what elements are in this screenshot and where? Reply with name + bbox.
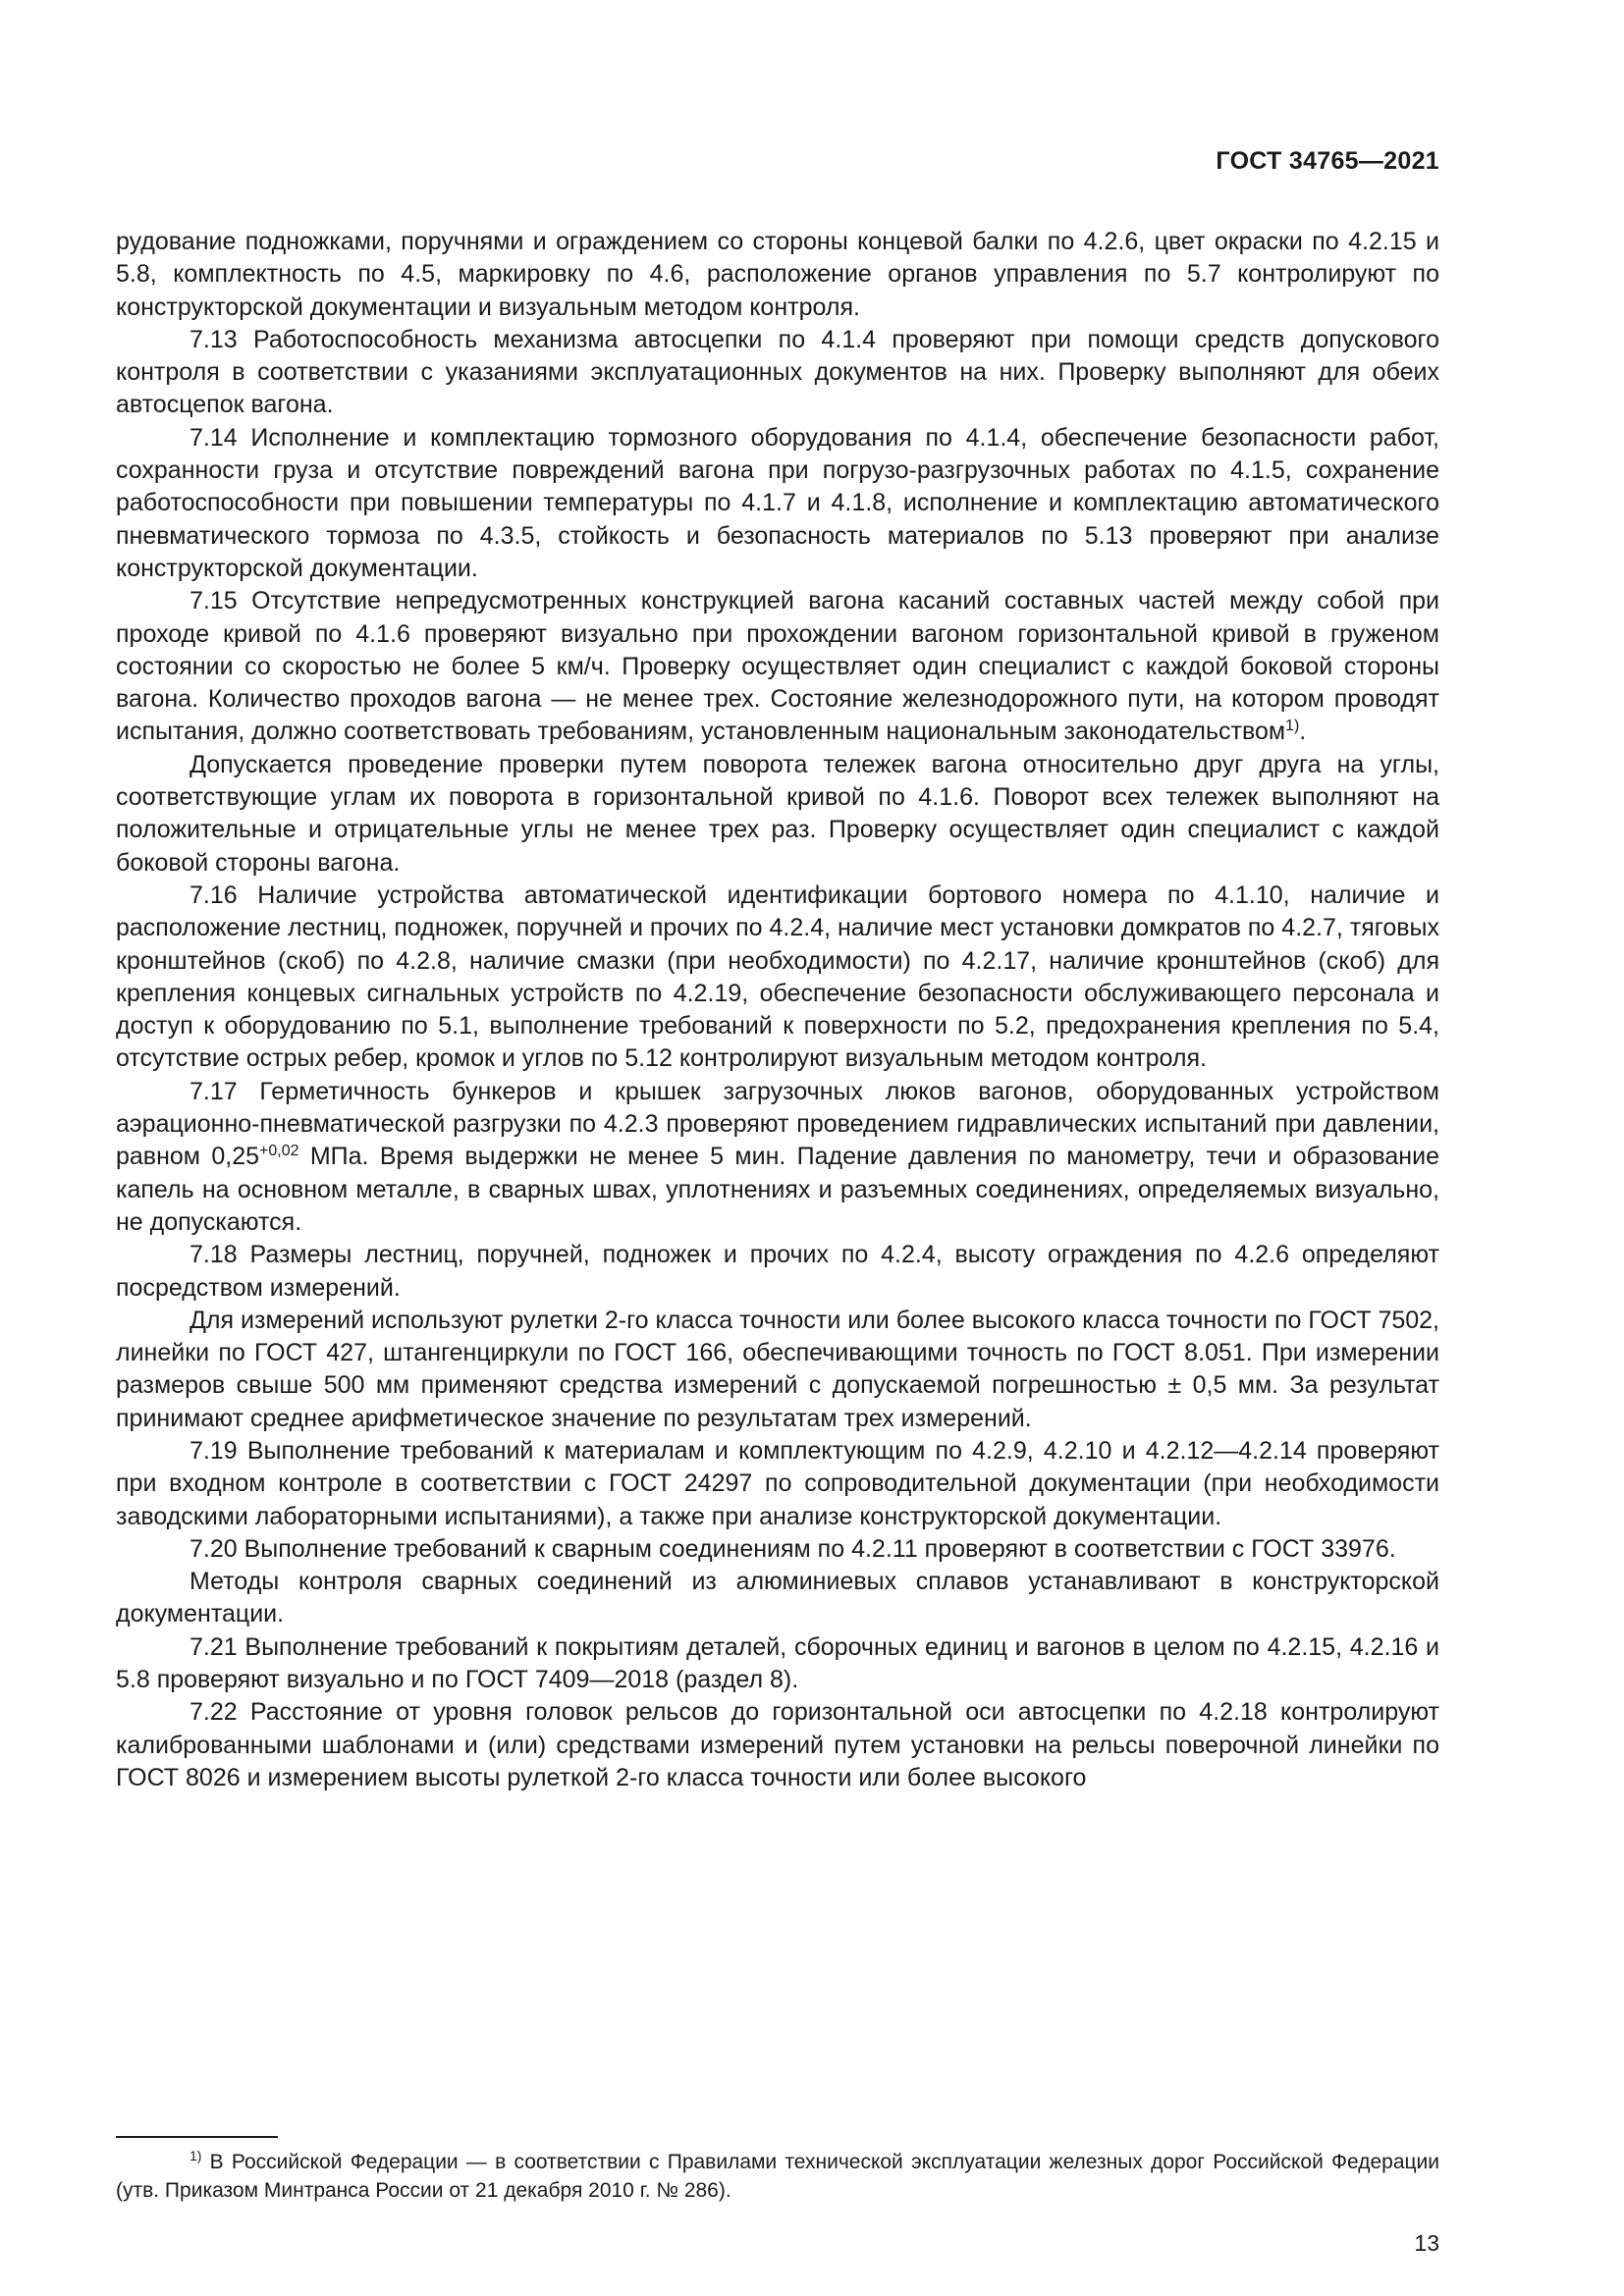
paragraph-7-18-instruments: Для измерений используют рулетки 2-го класса точности или более высокого класса точности по ГОСТ 7502, линейки по ГОСТ 427, штангенциркули по ГОСТ 166, обеспечивающими точность по ГОСТ 8.051. При измерении размеров свыше 500 мм применяют средства измерений с допускаемой погрешностью ± 0,5 мм. За результат принимают среднее арифметическое значение по результатам трех измерений. <box>116 1306 1439 1432</box>
pressure-tolerance: +0,02 <box>259 1143 299 1160</box>
paragraph-7-19: 7.19 Выполнение требований к материалам и комплектующим по 4.2.9, 4.2.10 и 4.2.12—4.2.14 проверяют при входном контроле в соответствии с ГОСТ 24297 по сопроводительной документации (при необходимости заводскими лабораторными испытаниями), а также при анализе конструкторской документации. <box>116 1436 1439 1530</box>
footnote-separator <box>116 2136 278 2138</box>
footnote <box>116 2148 1439 2205</box>
footnote-reference: 1) <box>1285 718 1300 735</box>
paragraph-7-17: 7.17 Герметичность бункеров и крышек загрузочных люков вагонов, оборудованных устройством аэрационно-пневматической разгрузки по 4.2.3 проверяют проведением гидравлических испытаний при давлении, равном $0,25^{+0,02}$ МПа. Время выдержки не менее 5 мин. Падение давления по манометру, течи и образование капель на основном металле, в сварных швах, уплотнениях и разъемных соединениях, определяемых визуально, не допускаются. <box>116 1077 1439 1236</box>
paragraph-7-16: 7.16 Наличие устройства автоматической идентификации бортового номера по 4.1.10, наличие и расположение лестниц, подножек, поручней и прочих по 4.2.4, наличие мест установки домкратов по 4.2.7, тяговых кронштейнов (скоб) по 4.2.8, наличие смазки (при необходимости) по 4.2.17, наличие кронштейнов (скоб) для крепления концевых сигнальных устройств по 4.2.19, обеспечение безопасности обслуживающего персонала и доступ к оборудованию по 5.1, выполнение требований к поверхности по 5.2, предохранения крепления по 5.4, отсутствие острых ребер, кромок и углов по 5.12 контролируют визуальным методом контроля. <box>116 881 1439 1073</box>
page-number: 13 <box>1414 2230 1439 2256</box>
document-header: ГОСТ 34765—2021 <box>1216 147 1439 175</box>
paragraph-7-20-methods: Методы контроля сварных соединений из алюминиевых сплавов устанавливают в конструкторской документации. <box>116 1568 1439 1629</box>
paragraph-7-14: 7.14 Исполнение и комплектацию тормозного оборудования по 4.1.4, обеспечение безопасности работ, сохранности груза и отсутствие повреждений вагона при погрузо-разгрузочных работах по 4.1.5, сохранение работоспособности при повышении температуры по 4.1.7 и 4.1.8, исполнение и комплектацию автоматического пневматического тормоза по 4.3.5, стойкость и безопасность материалов по 5.13 проверяют при анализе конструкторской документации. <box>116 423 1439 582</box>
body-text <box>116 226 1439 1794</box>
paragraph-7-15: 7.15 Отсутствие непредусмотренных конструкцией вагона касаний составных частей между собой при проходе кривой по 4.1.6 проверяют визуально при прохождении вагоном горизонтальной кривой в груженом состоянии со скоростью не более 5 км/ч. Проверку осуществляет один специалист с каждой боковой стороны вагона. Количество проходов вагона — не менее трех. Состояние железнодорожного пути, на котором проводят испытания, должно соответствовать требованиям, установленным национальным законодательством$^{1)}$. <box>116 587 1439 746</box>
paragraph-7-18: 7.18 Размеры лестниц, поручней, подножек и прочих по 4.2.4, высоту ограждения по 4.2.6 определяют посредством измерений. <box>116 1241 1439 1302</box>
paragraph-7-15-note: Допускается проведение проверки путем поворота тележек вагона относительно друг друга на углы, соответствующие углам их поворота в горизонтальной кривой по 4.1.6. Поворот всех тележек выполняют на положительные и отрицательные углы не менее трех раз. Проверку осуществляет один специалист с каждой боковой стороны вагона. <box>116 750 1439 877</box>
paragraph-7-22: 7.22 Расстояние от уровня головок рельсов до горизонтальной оси автосцепки по 4.2.18 контролируют калиброванными шаблонами и (или) средствами измерений путем установки на рельсы поверочной линейки по ГОСТ 8026 и измерением высоты рулеткой 2-го класса точности или более высокого <box>116 1698 1439 1791</box>
paragraph-7-21: 7.21 Выполнение требований к покрытиям деталей, сборочных единиц и вагонов в целом по 4.2.15, 4.2.16 и 5.8 проверяют визуально и по ГОСТ 7409—2018 (раздел 8). <box>116 1632 1439 1694</box>
footnote-marker: 1) <box>189 2148 202 2163</box>
footnote-text: В Российской Федерации — в соответствии с Правилами технической эксплуатации железных дорог Российской Федерации (утв. Приказом Минтранса России от 21 декабря 2010 г. № 286). <box>116 2151 1439 2202</box>
paragraph-continuation: рудование подножками, поручнями и ограждением со стороны концевой балки по 4.2.6, цвет окраски по 4.2.15 и 5.8, комплектность по 4.5, маркировку по 4.6, расположение органов управления по 5.7 контролируют по конструкторской документации и визуальным методом контроля. <box>116 228 1439 321</box>
paragraph-7-13: 7.13 Работоспособность механизма автосцепки по 4.1.4 проверяют при помощи средств допускового контроля в соответствии с указаниями эксплуатационных документов на них. Проверку выполняют для обеих автосцепок вагона. <box>116 325 1439 419</box>
paragraph-7-20: 7.20 Выполнение требований к сварным соединениям по 4.2.11 проверяют в соответствии с ГОСТ 33976. <box>189 1534 1396 1563</box>
